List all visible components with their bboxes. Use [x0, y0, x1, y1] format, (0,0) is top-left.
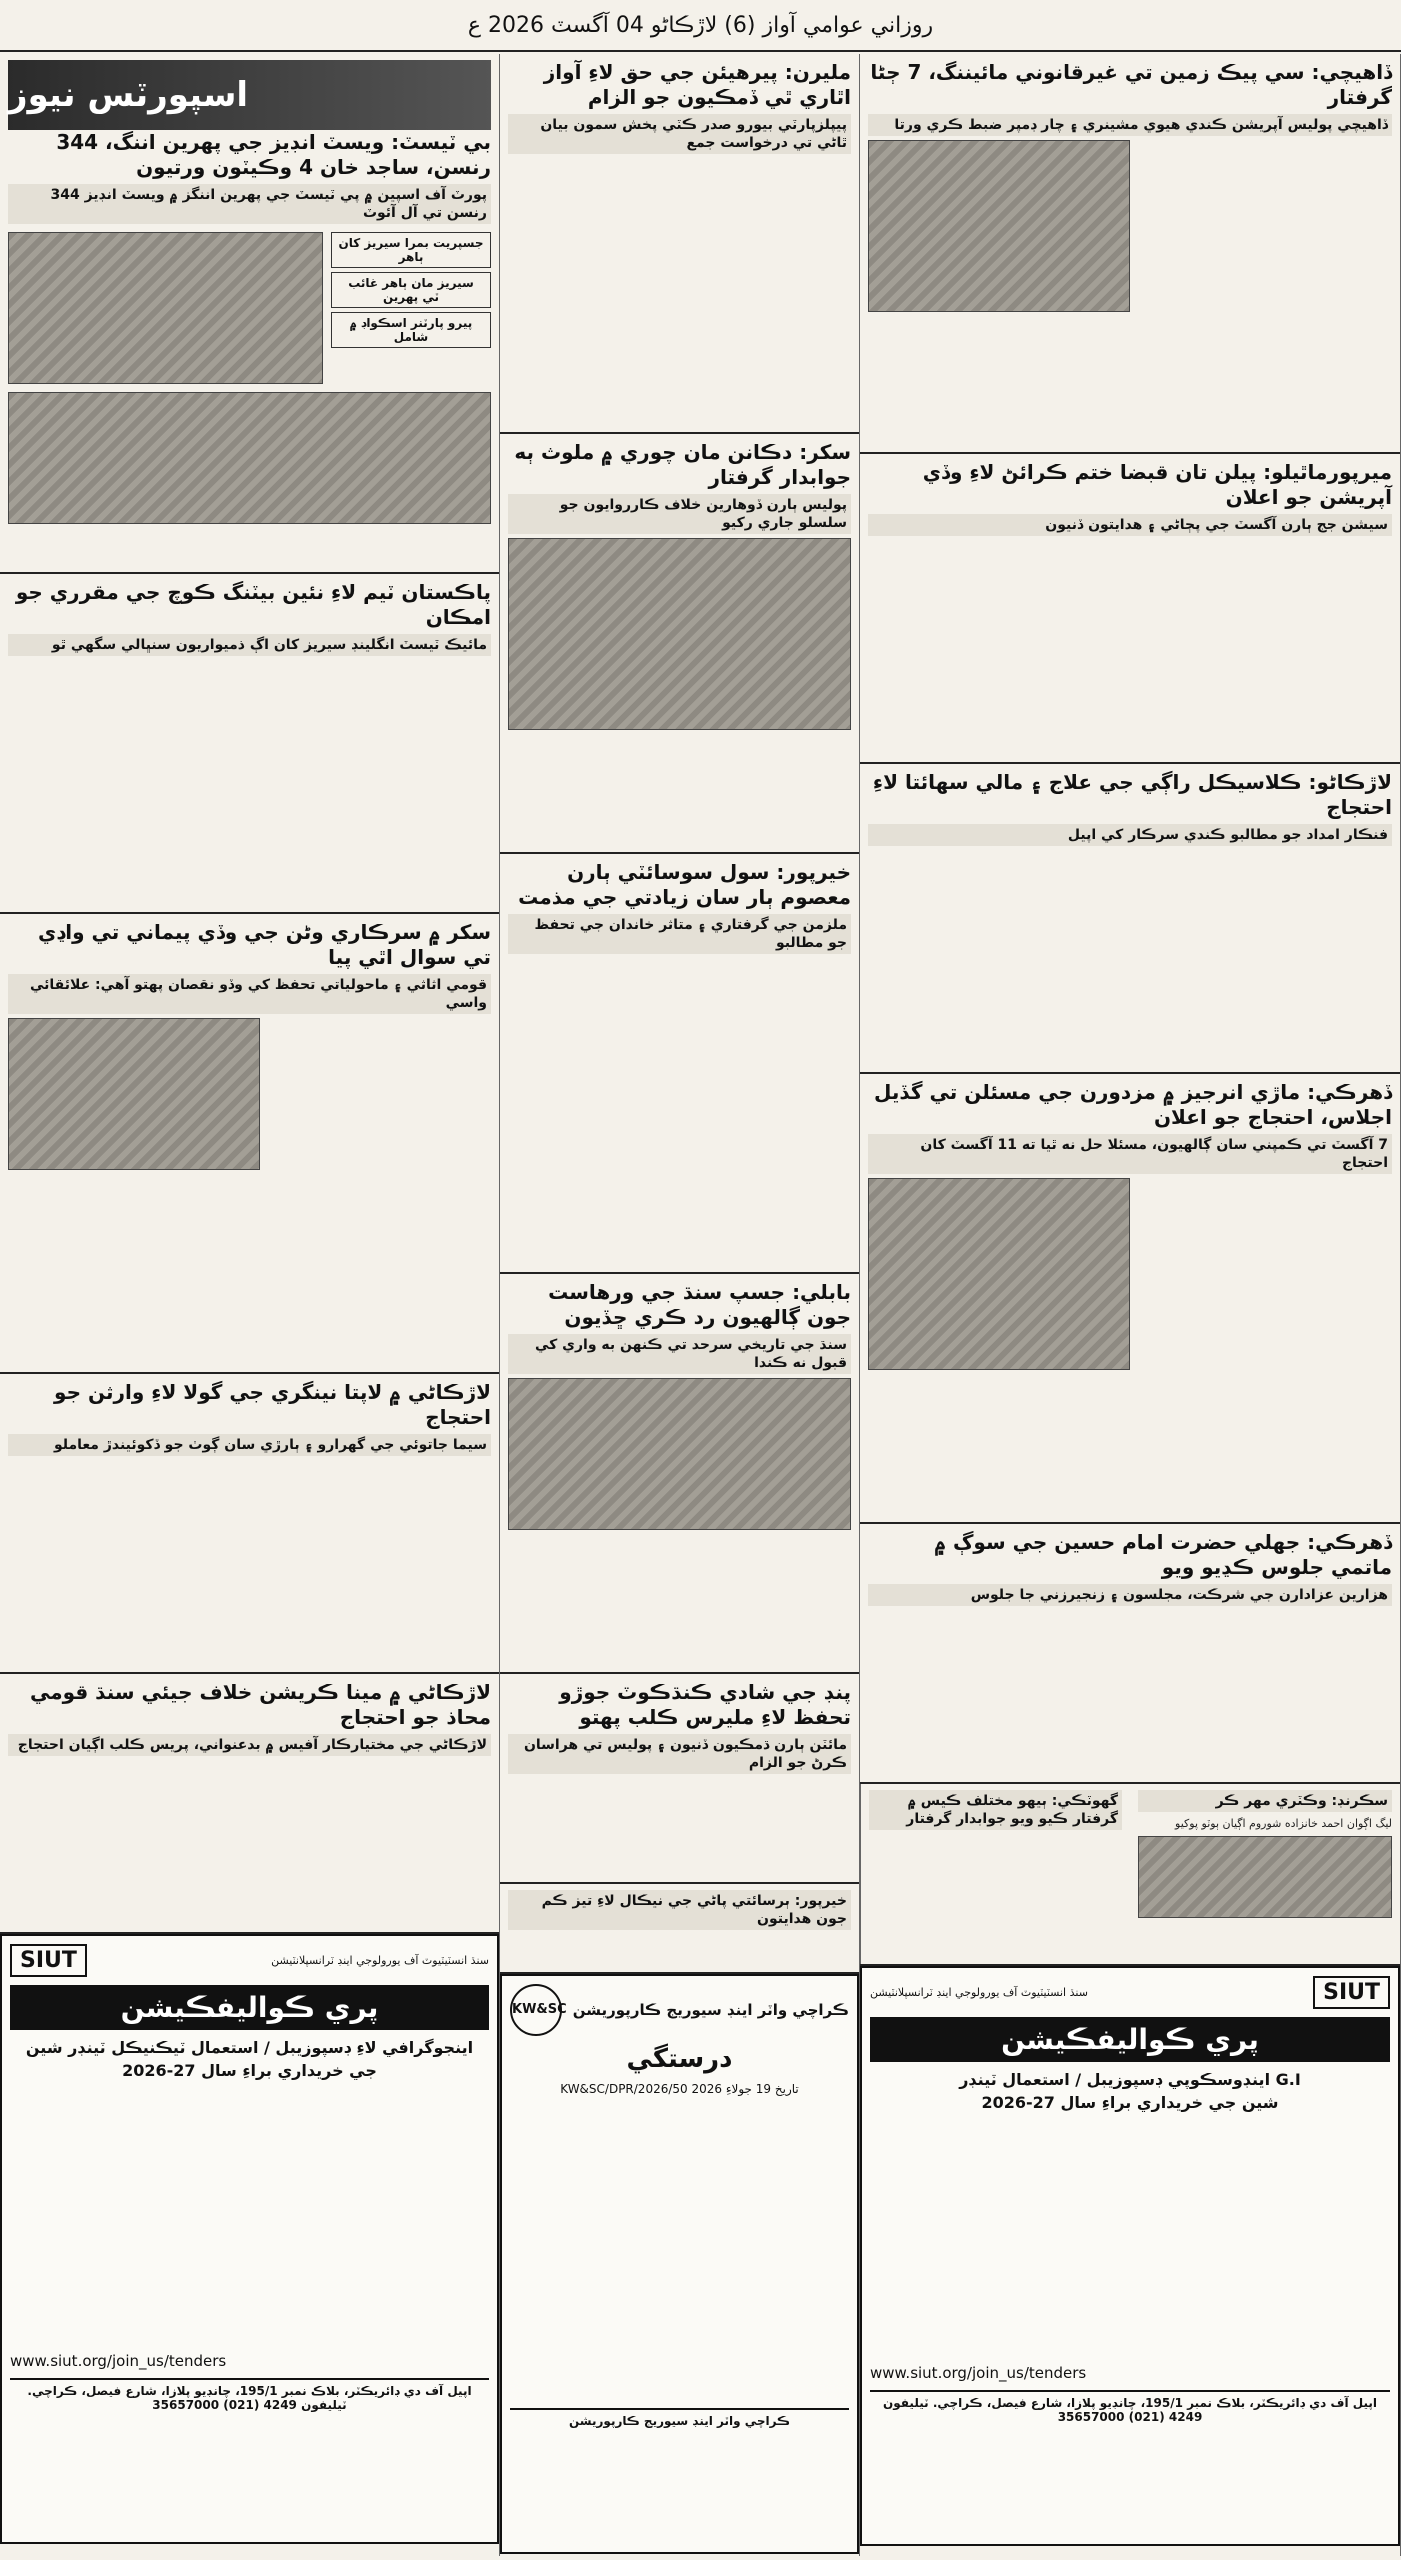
sports-subhead: پورٽ آف اسپين ۾ پي ٽيسٽ جي پهرين اننگز ۾ ويسٽ انڊيز 344 رنسن تي آل آئوٽ [8, 184, 491, 224]
ad-banner: پري ڪواليفڪيشن [10, 1985, 489, 2030]
tender-url[interactable]: www.siut.org/join_us/tenders [10, 2352, 227, 2370]
story-ghotki [860, 1784, 1130, 1964]
cricket-photo-2 [8, 392, 491, 524]
story-sukkur-theft [500, 434, 859, 854]
story-batting-coach [0, 574, 499, 914]
headline: ڏهرڪي: ماڙي انرجيز ۾ مزدورن جي مسئلن تي گڏيل اجلاس، احتجاج جو اعلان [873, 1080, 1392, 1129]
story-procession [860, 1524, 1400, 1784]
ad-sub1: G.I اينڊوسڪوپي ڊسپوزيبل / استعمال ٽينڊر [959, 2070, 1301, 2089]
column-left [0, 54, 500, 2556]
column-middle [500, 54, 860, 2556]
story-classical-singer [860, 764, 1400, 1074]
siut-logo: SIUT [10, 1944, 87, 1977]
cricket-photo [8, 232, 323, 384]
headline: گهوٽڪي: ٻيهو مختلف ڪيس ۾ گرفتار ڪيو ويو جوابدار گرفتار [869, 1790, 1122, 1830]
headline: خيرپور: سول سوسائٽي ٻارن معصوم ٻار سان زيادتي جي مذمت [518, 860, 851, 909]
siut-head: سنڌ انسٽيٽيوٽ آف يورولوجي اينڊ ٽرانسپلانٽيشن [870, 1986, 1088, 1999]
subhead: هزارين عزادارن جي شرڪت، مجلسون ۽ زنجيرزني جا جلوس [868, 1584, 1392, 1606]
kwsc-advert [500, 1974, 859, 2554]
subhead: پوليس ٻارن ڏوهارين خلاف ڪارروايون جو سلسلو جاري رکيو [508, 494, 851, 534]
siut-advert-right [860, 1966, 1400, 2546]
trees-photo [8, 1018, 260, 1170]
ad-footer: اپيل آف دي ڊائريڪٽر، بلاڪ نمبر 195/1، چانڊيو پلازا، شارع فيصل، ڪراچي. ٽيليفون 4249 (021) 35657000 [10, 2378, 489, 2412]
sports-banner: اسپورٽس نيوز [8, 60, 491, 130]
headline: ڏهرڪي: جهلي حضرت امام حسين جي سوڳ ۾ ماتمي جلوس ڪڍيو ويو [934, 1530, 1392, 1579]
headline: سکر ۾ سرڪاري وڻن جي وڏي پيماني تي واڍي تي سوال اٿي پيا [38, 920, 491, 969]
subhead: مائيڪ ٽيسٽ انگلينڊ سيريز کان اڳ ذميواريون سنڀالي سگهي ٿو [8, 634, 491, 656]
meeting-photo [868, 1178, 1130, 1370]
column-right [860, 54, 1401, 2556]
subhead: قومي اثاثي ۽ ماحولياتي تحفظ کي وڏو نقصان پهتو آهي: علائقائي واسي [8, 974, 491, 1014]
tree-planting-photo [1138, 1836, 1392, 1918]
story-protest [0, 1674, 499, 1934]
bottom-stories-row [860, 1784, 1400, 1966]
subhead: 7 آگسٽ تي ڪمپني سان ڳالهيون، مسئلا حل نه ٿيا ته 11 آگسٽ کان احتجاج [868, 1134, 1392, 1174]
side-box-3: پيرو پارٽنر اسڪواڊ ۾ شامل [331, 312, 491, 348]
subhead: سنڌ جي تاريخي سرحد تي ڪنهن به واري کي قبول نه ڪندا [508, 1334, 851, 1374]
subhead: ملزمن جي گرفتاري ۽ متاثر خاندان جي تحفظ جو مطالبو [508, 914, 851, 954]
story-jasp [500, 1274, 859, 1674]
story-rain [500, 1884, 859, 1974]
headline: سکر: دڪانن مان چوري ۾ ملوث ٻه جوابدار گرفتار [514, 440, 851, 489]
side-box-2: سيريز مان ٻاهر غائب ٽي پهرين [331, 272, 491, 308]
headline: لاڙڪاڻي ۾ مينا ڪريشن خلاف جيئي سنڌ قومي محاذ جو احتجاج [29, 1680, 491, 1729]
kwsc-title: ڪراچي واٽر اينڊ سيوريج ڪارپوريشن [572, 2001, 849, 2019]
headline: ميرپورماٿيلو: پيلن تان قبضا ختم ڪرائڻ لاءِ وڏي آپريشن جو اعلان [922, 460, 1392, 509]
siut-logo: SIUT [1313, 1976, 1390, 2009]
story-khairpur [500, 854, 859, 1274]
arrest-photo [508, 538, 851, 730]
subhead: سيشن جج ٻارن آگسٽ جي پڄاڻي ۽ هدايتون ڏنيون [868, 514, 1392, 536]
ad-banner: پري ڪواليفڪيشن [870, 2017, 1390, 2062]
mining-photo [868, 140, 1130, 312]
kwsc-logo: KW&SC [510, 1984, 562, 2036]
subhead: ڏاهيچي پوليس آپريشن ڪندي هيوي مشينري ۽ چار ڊمپر ضبط ڪري ورتا [868, 114, 1392, 136]
subhead: ليگ اڳوان احمد خانزاده شوروم اڳيان ٻوٽو پوکيو [1175, 1817, 1392, 1831]
ad-sub1: اينجوگرافي لاءِ ڊسپوزيبل / استعمال ٽيڪنيڪل ٽينڊر شين [25, 2038, 474, 2057]
headline: مليرن: پيرهيئن جي حق لاءِ آواز اٿاري ٿي ڏمڪيون جو الزام [543, 60, 851, 109]
siut-head: سنڌ انسٽيٽيوٽ آف يورولوجي اينڊ ٽرانسپلانٽيشن [271, 1954, 489, 1967]
masthead-text: روزاني عوامي آواز (6) لاڙڪاڻو 04 آگسٽ 2026 ع [467, 12, 934, 38]
correction-title: درستگي [626, 2044, 733, 2074]
siut-advert-left [0, 1934, 499, 2544]
headline: خيرپور: ٻرسائتي پاڻي جي نيڪال لاءِ تيز ڪم جون هدايتون [508, 1890, 851, 1930]
story-sakrand [1130, 1784, 1400, 1964]
headline: لاڙڪاڻو: ڪلاسيڪل راڳي جي علاج ۽ مالي سهائتا لاءِ احتجاج [872, 770, 1392, 819]
headline: ڏاهيچي: سي پيڪ زمين تي غيرقانوني مائيننگ، 7 ڄڻا گرفتار [870, 60, 1392, 109]
story-mari-energies [860, 1074, 1400, 1524]
sports-section [0, 54, 499, 574]
subhead: فنڪار امداد جو مطالبو ڪندي سرڪار کي اپيل [868, 824, 1392, 846]
tender-url[interactable]: www.siut.org/join_us/tenders [870, 2364, 1087, 2382]
masthead [0, 0, 1401, 52]
story-missing-girl [0, 1374, 499, 1674]
story-couple [500, 1674, 859, 1884]
correction-ref: KW&SC/DPR/2026/50 تاريخ 19 جولاءِ 2026 [560, 2082, 799, 2096]
kwsc-footer: ڪراچي واٽر اينڊ سيوريج ڪارپوريشن [510, 2408, 849, 2428]
ad-sub2: شين جي خريداري براءِ سال 27-2026 [981, 2093, 1279, 2112]
subhead: پيپلزپارٽي بيورو صدر ڪٽي پخش سمون بيان ٿاڻي تي درخواست جمع [508, 114, 851, 154]
subhead: لاڙڪاڻي جي مختيارڪار آفيس ۾ بدعنواني، پريس ڪلب اڳيان احتجاج [8, 1734, 491, 1756]
sports-headline: بي ٽيسٽ: ويسٽ انڊيز جي پهرين اننگ، 344 رنسن، ساجد خان 4 وڪيٽون ورتيون [56, 130, 491, 179]
story-malir [500, 54, 859, 434]
ad-sub2: جي خريداري براءِ سال 27-2026 [122, 2061, 377, 2080]
headline: بابلي: جسپ سنڌ جي ورهاست جون ڳالهيون رد ڪري ڇڏيون [548, 1280, 851, 1329]
side-box-1: جسپريت بمرا سيريز کان ٻاهر [331, 232, 491, 268]
subhead: سيما جاتوئي جي گهرارو ۽ ٻارڙي سان ڳوٺ جو ڏکوئيندڙ معاملو [8, 1434, 491, 1456]
subhead: مائٽن ٻارن ڌمڪيون ڏنيون ۽ پوليس تي هراسان ڪرڻ جو الزام [508, 1734, 851, 1774]
rally-photo [508, 1378, 851, 1530]
headline: سڪرنڊ: وڪٽري مهر ڪر [1138, 1790, 1392, 1812]
story-trees [0, 914, 499, 1374]
story-mirpurmathelo [860, 454, 1400, 764]
headline: لاڙڪاڻي ۾ لاپتا نينگري جي گولا لاءِ وارثن جو احتجاج [54, 1380, 491, 1429]
ad-footer: اپيل آف دي ڊائريڪٽر، بلاڪ نمبر 195/1، چانڊيو پلازا، شارع فيصل، ڪراچي. ٽيليفون 4249 (021) 35657000 [870, 2390, 1390, 2424]
story-mining [860, 54, 1400, 454]
headline: پاڪستان ٽيم لاءِ نئين بيٽنگ ڪوچ جي مقرري جو امڪان [15, 580, 491, 629]
headline: پنڊ جي شادي ڪنڌڪوٽ جوڙو تحفظ لاءِ مليرس ڪلب پهتو [559, 1680, 851, 1729]
